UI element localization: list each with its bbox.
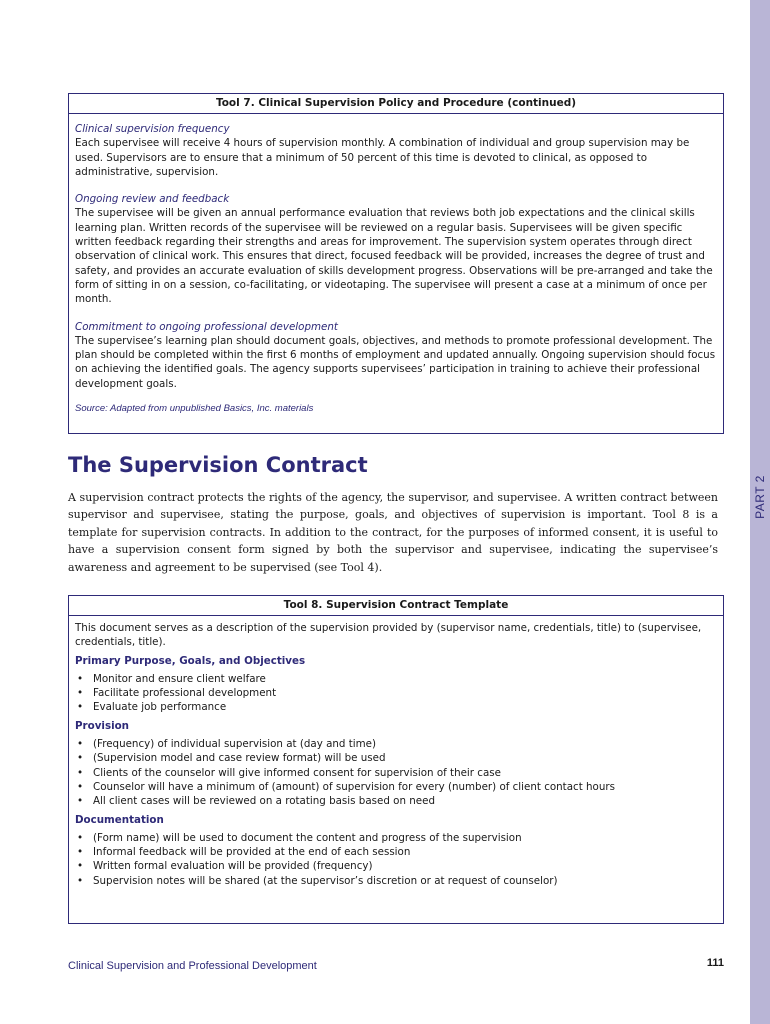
tool7-section-frequency: [75, 122, 717, 179]
section-body: The supervisee’s learning plan should document goals, objectives, and methods to promote professional development. The plan should be completed within the first 6 months of employment and updated annually. Ongoing supervision should focus on achieving the identified goals. The agency supports supervisees’ participation in training to achieve their professional development goals.: [75, 334, 716, 390]
section-title: Ongoing review and feedback: [75, 193, 230, 206]
tool7-section-review: [75, 192, 717, 306]
list-item: • (Supervision model and case review format) will be used: [75, 751, 717, 765]
documentation-list: [75, 831, 717, 888]
tool7-box: [68, 93, 724, 434]
footer-title: Clinical Supervision and Professional Development: [68, 960, 317, 972]
group-title: Documentation: [75, 813, 164, 826]
tool8-header: Tool 8. Supervision Contract Template: [69, 596, 723, 616]
tool7-section-development: [75, 320, 717, 391]
tool7-header: Tool 7. Clinical Supervision Policy and Procedure (continued): [69, 94, 723, 114]
tool8-body: [69, 616, 723, 898]
intro-paragraph: A supervision contract protects the rights of the agency, the supervisor, and supervisee. A written contract between supervisor and supervisee, stating the purpose, goals, and objectives of supervision is important. Tool 8 is a template for supervision contracts. In addition to the contract, for the purposes of informed consent, it is useful to have a supervision consent form signed by both the supervisor and supervisee, indicating the supervisee’s awareness and agreement to be supervised (see Tool 4).: [68, 491, 718, 574]
part-label: PART 2: [753, 475, 767, 519]
tool8-box: [68, 595, 724, 924]
section-body: The supervisee will be given an annual performance evaluation that reviews both job expectations and the clinical skills learning plan. Written records of the supervisee will be reviewed on a regular basis. Supervisees will be given specific written feedback regarding their strengths and areas for improvement. The supervision system operates through direct observation of clinical work. This ensures that direct, focused feedback will be provided, increases the degree of trust and safety, and provides an accurate evaluation of skills development progress. Observations will be pre-arranged and take the form of sitting in on a session, co-facilitating, or videotaping. The supervisee will present a case at a minimum of once per month.: [75, 207, 713, 306]
section-body: Each supervisee will receive 4 hours of supervision monthly. A combination of individual and group supervision may be used. Supervisors are to ensure that a minimum of 50 percent of this time is devoted to clinical, as opposed to administrative, supervision.: [75, 137, 690, 178]
provision-list: [75, 737, 717, 808]
purpose-list: [75, 672, 717, 715]
page-number: 111: [706, 957, 724, 969]
list-item: • Evaluate job performance: [75, 700, 717, 714]
list-item: • Monitor and ensure client welfare: [75, 672, 717, 686]
list-item: • Informal feedback will be provided at the end of each session: [75, 845, 717, 859]
section-heading: The Supervision Contract: [68, 453, 368, 477]
group-title: Primary Purpose, Goals, and Objectives: [75, 654, 306, 667]
list-item: • Supervision notes will be shared (at the supervisor’s discretion or at request of counselor): [75, 874, 717, 888]
list-item: • Clients of the counselor will give informed consent for supervision of their case: [75, 766, 717, 780]
list-item: • (Form name) will be used to document the content and progress of the supervision: [75, 831, 717, 845]
group-title: Provision: [75, 719, 130, 732]
section-title: Clinical supervision frequency: [75, 123, 230, 135]
list-item: • Counselor will have a minimum of (amount) of supervision for every (number) of client contact hours: [75, 780, 717, 794]
tool8-intro: This document serves as a description of the supervision provided by (supervisor name, credentials, title) to (supervisee, credentials, title).: [75, 622, 702, 649]
section-title: Commitment to ongoing professional development: [75, 320, 338, 333]
tool7-body: [69, 114, 723, 422]
list-item: • (Frequency) of individual supervision at (day and time): [75, 737, 717, 751]
source-note: Source: Adapted from unpublished Basics, Inc. materials: [75, 403, 314, 415]
list-item: • Facilitate professional development: [75, 686, 717, 700]
list-item: • Written formal evaluation will be provided (frequency): [75, 859, 717, 873]
list-item: • All client cases will be reviewed on a rotating basis based on need: [75, 794, 717, 808]
